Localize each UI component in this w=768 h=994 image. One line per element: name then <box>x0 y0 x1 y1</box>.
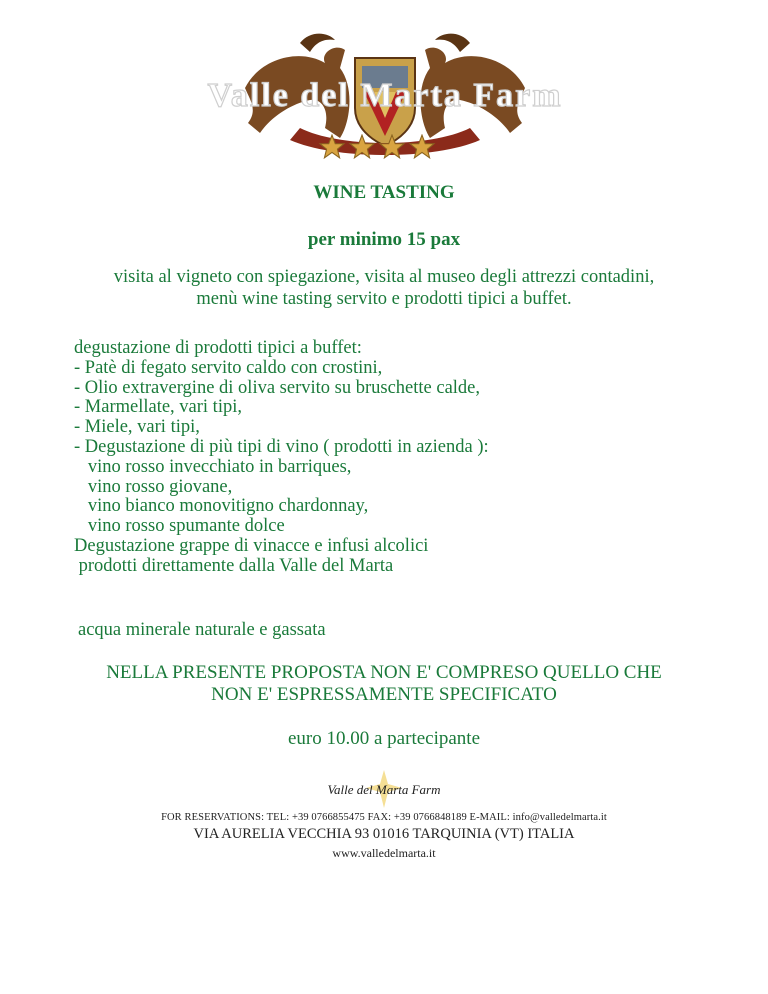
menu-line: vino rosso spumante dolce <box>74 516 285 537</box>
intro-line: visita al vigneto con spiegazione, visita al museo degli attrezzi contadini, <box>113 267 655 287</box>
intro-line: menù wine tasting servito e prodotti tipici a buffet. <box>196 289 572 309</box>
menu-line: Degustazione grappe di vinacce e infusi alcolici <box>74 535 429 556</box>
menu-line: - Degustazione di più tipi di vino ( prodotti in azienda ): <box>74 436 489 457</box>
page-title: WINE TASTING <box>313 182 455 203</box>
star-icon <box>378 134 406 160</box>
menu-line: vino bianco monovitigno chardonnay, <box>74 496 369 517</box>
menu-line: vino rosso giovane, <box>74 476 233 497</box>
footer-farm-name: Valle del Marta Farm <box>327 782 441 797</box>
notice-line: NELLA PRESENTE PROPOSTA NON E' COMPRESO QUELLO CHE <box>106 662 662 683</box>
intro-text <box>0 266 768 310</box>
water-line: acqua minerale naturale e gassata <box>78 620 326 640</box>
footer-website-link[interactable]: www.valledelmarta.it <box>332 846 436 860</box>
menu-line: - Miele, vari tipi, <box>74 417 200 438</box>
star-icon <box>348 134 376 160</box>
rating-stars <box>318 134 436 160</box>
menu-line: - Marmellate, vari tipi, <box>74 397 242 418</box>
menu-line: prodotti direttamente dalla Valle del Marta <box>74 555 394 576</box>
menu-list <box>74 339 714 577</box>
menu-line: - Patè di fegato servito caldo con crostini, <box>74 357 383 378</box>
footer-contacts: FOR RESERVATIONS: TEL: +39 0766855475 FAX: +39 0766848189 E-MAIL: info@valledelmarta.it <box>161 812 607 823</box>
notice-line: NON E' ESPRESSAMENTE SPECIFICATO <box>211 684 557 705</box>
menu-line: degustazione di prodotti tipici a buffet: <box>74 338 362 358</box>
footer-address: VIA AURELIA VECCHIA 93 01016 TARQUINIA (VT) ITALIA <box>193 826 575 842</box>
price-line: euro 10.00 a partecipante <box>287 728 481 749</box>
star-icon <box>408 134 436 160</box>
menu-line: vino rosso invecchiato in barriques, <box>74 456 352 477</box>
menu-line: - Olio extravergine di oliva servito su bruschette calde, <box>74 377 481 398</box>
logo-text: Valle del Marta Farm <box>207 77 563 114</box>
star-icon <box>318 134 346 160</box>
page-subtitle: per minimo 15 pax <box>307 229 461 250</box>
exclusion-notice <box>0 662 768 706</box>
